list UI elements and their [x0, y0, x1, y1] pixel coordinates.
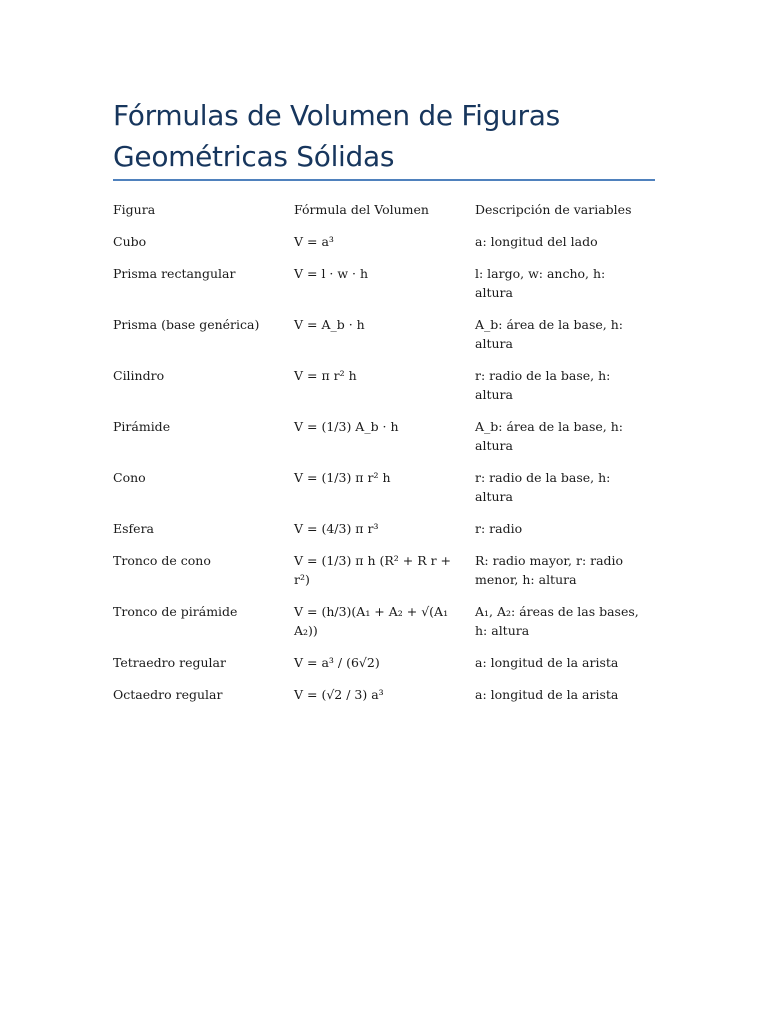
- figure-name: Esfera: [113, 521, 154, 536]
- table-row: [113, 653, 673, 685]
- table-row: [113, 264, 673, 315]
- column-header-descripcion: Descripción de variables: [475, 202, 632, 217]
- table-row: [113, 417, 673, 468]
- volume-formula: V = A_b · h: [294, 317, 365, 332]
- table-header-row: [113, 200, 673, 232]
- volume-formula: V = (1/3) A_b · h: [294, 419, 399, 434]
- variable-description: r: radio de la base, h: altura: [475, 368, 611, 402]
- volume-formula: V = (4/3) π r³: [294, 521, 379, 536]
- figure-name: Cubo: [113, 234, 147, 249]
- volume-formula: V = (1/3) π h (R² + R r + r²): [294, 553, 452, 587]
- volume-formula: V = (√2 / 3) a³: [294, 687, 384, 702]
- variable-description: A₁, A₂: áreas de las bases, h: altura: [475, 604, 639, 638]
- figure-name: Prisma rectangular: [113, 266, 236, 281]
- title-underline: [113, 179, 655, 181]
- table-row: [113, 232, 673, 264]
- variable-description: A_b: área de la base, h: altura: [475, 317, 623, 351]
- volume-formula: V = a³: [294, 234, 334, 249]
- table-row: [113, 315, 673, 366]
- variable-description: r: radio: [475, 521, 523, 536]
- volume-formula: V = l · w · h: [294, 266, 369, 281]
- column-header-figura: Figura: [113, 202, 156, 217]
- variable-description: R: radio mayor, r: radio menor, h: altura: [475, 553, 624, 587]
- figure-name: Cilindro: [113, 368, 165, 383]
- volume-formula: V = a³ / (6√2): [294, 655, 380, 670]
- volume-formula: V = (1/3) π r² h: [294, 470, 391, 485]
- figure-name: Tetraedro regular: [113, 655, 226, 670]
- volume-formula: V = π r² h: [294, 368, 357, 383]
- figure-name: Prisma (base genérica): [113, 317, 260, 332]
- page-title: Fórmulas de Volumen de Figuras Geométricas Sólidas: [113, 99, 560, 173]
- figure-name: Tronco de pirámide: [113, 604, 238, 619]
- figure-name: Pirámide: [113, 419, 171, 434]
- table-row: [113, 602, 673, 653]
- variable-description: A_b: área de la base, h: altura: [475, 419, 623, 453]
- variable-description: a: longitud del lado: [475, 234, 598, 249]
- variable-description: a: longitud de la arista: [475, 687, 619, 702]
- column-header-formula: Fórmula del Volumen: [294, 202, 429, 217]
- formula-table: [113, 200, 673, 717]
- figure-name: Octaedro regular: [113, 687, 223, 702]
- figure-name: Cono: [113, 470, 146, 485]
- table-row: [113, 685, 673, 717]
- variable-description: l: largo, w: ancho, h: altura: [475, 266, 606, 300]
- figure-name: Tronco de cono: [113, 553, 211, 568]
- volume-formula: V = (h/3)(A₁ + A₂ + √(A₁ A₂)): [294, 604, 449, 638]
- variable-description: r: radio de la base, h: altura: [475, 470, 611, 504]
- table-row: [113, 366, 673, 417]
- variable-description: a: longitud de la arista: [475, 655, 619, 670]
- table-row: [113, 551, 673, 602]
- table-row: [113, 519, 673, 551]
- table-row: [113, 468, 673, 519]
